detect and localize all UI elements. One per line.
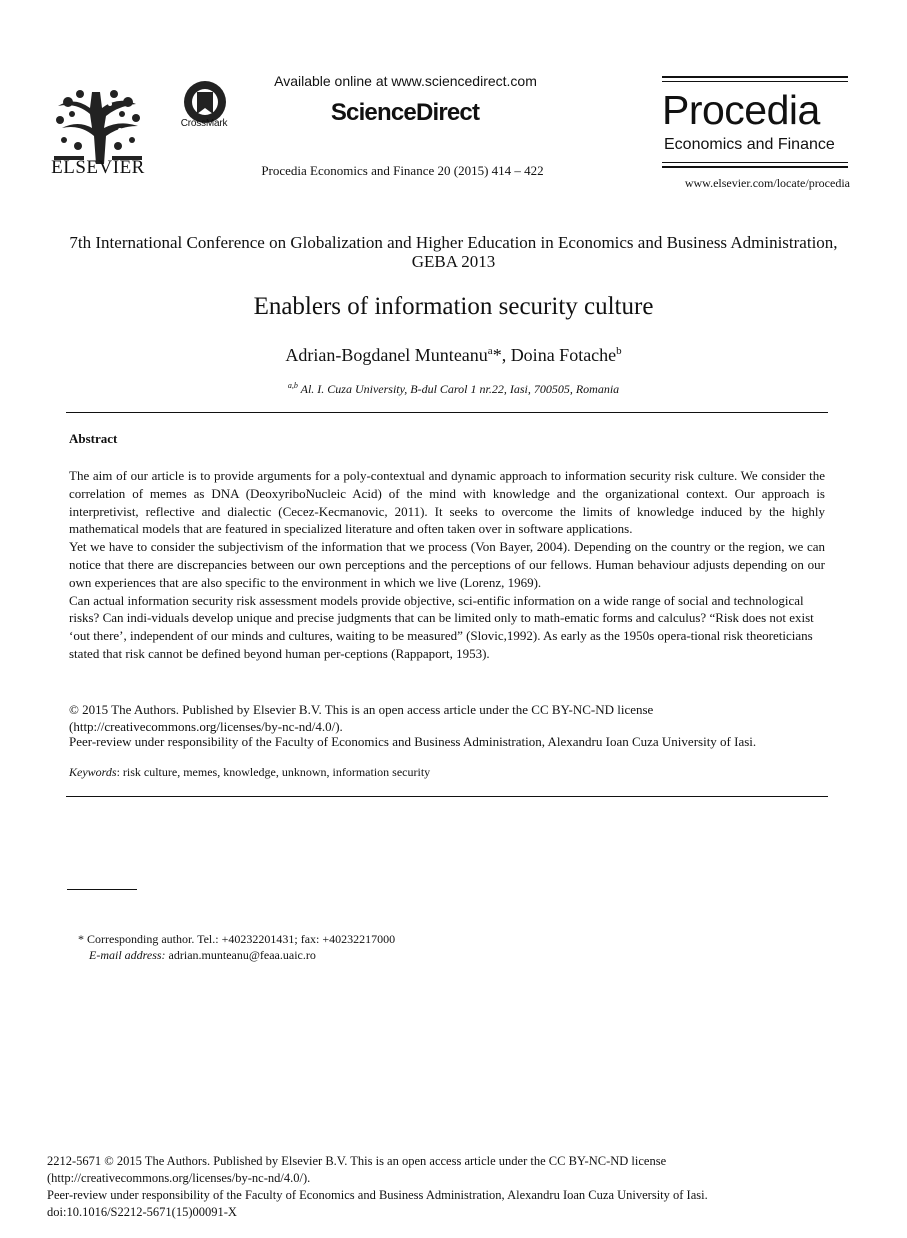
email-note [89,948,316,963]
bottom-license-link[interactable]: (http://creativecommons.org/licenses/by-nc-nd/4.0/). [47,1171,311,1185]
procedia-url[interactable]: www.elsevier.com/locate/procedia [684,176,850,190]
license-link[interactable]: (http://creativecommons.org/licenses/by-nc-nd/4.0/). [69,719,343,734]
bottom-doi[interactable]: doi:10.1016/S2212-5671(15)00091-X [47,1205,237,1219]
affiliation-marks: a,b [287,381,298,390]
corresponding-author-note: * Corresponding author. Tel.: +40232201431; fax: +40232217000 [78,932,396,946]
procedia-rule-bottom-1 [662,162,848,163]
footnote-rule [67,889,137,890]
affiliation [60,381,847,397]
author-1: Adrian-Bogdanel Munteanu [285,345,488,365]
procedia-rule-top-1 [662,76,848,78]
bottom-peer-review: Peer-review under responsibility of the Faculty of Economics and Business Administration, Alexandru Ioan Cuza University of Iasi. [47,1188,708,1202]
abstract-body [69,467,825,663]
author-1-affiliation: a [487,345,493,357]
available-online-text: Available online at www.sciencedirect.com [274,73,537,89]
license-line-1: © 2015 The Authors. Published by Elsevier B.V. This is an open access article under the CC BY-NC-ND license [69,702,654,717]
keywords-list: : risk culture, memes, knowledge, unknown, information security [116,765,431,779]
email-label: E-mail address: [89,948,166,962]
author-2-affiliation: b [616,345,622,357]
abstract-heading: Abstract [69,431,118,446]
paper-title: Enablers of information security culture [253,293,654,320]
author-2: Doina Fotache [510,345,617,365]
procedia-title: Procedia [662,87,820,133]
abstract-bottom-rule [66,796,828,797]
crossmark-label: CrossMark [180,118,228,129]
corresponding-mark: *, [492,345,511,365]
abstract-paragraph-2: Yet we have to consider the subjectivism of the information that we process (Von Bayer, 2004). Depending on the country or the region, we can notice that there are discrepancies between our own perceptions and the perceptions of our fellows. Human behaviour adjusts depending on our own experiences that are also specific to the environment in which we live (Lorenz, 1969). [69,539,825,590]
email-address[interactable]: adrian.munteanu@feaa.uaic.ro [165,948,316,962]
bottom-copyright-block [47,1153,827,1221]
affiliation-text: Al. I. Cuza University, B-dul Carol 1 nr.22, Iasi, 700505, Romania [297,382,620,396]
journal-reference: Procedia Economics and Finance 20 (2015) 414 – 422 [261,163,544,178]
procedia-rule-bottom-2 [662,166,848,168]
keywords [69,765,829,780]
abstract-paragraph-1: The aim of our article is to provide arguments for a poly-contextual and dynamic approach to information security risk culture. We consider the correlation of memes as DNA (DeoxyriboNucleic Acid) of the mind with knowledge and the organizational context. Our approach is interpretivist, reflective and dialectic (Cecez-Kecmanovic, 2011). It seeks to overcome the limits of knowledge induced by the highly mathematical models that are featured in specialized literature and often taken over in software applications. [69,468,825,537]
elsevier-wordmark: ELSEVIER [51,157,145,178]
conference-name: 7th International Conference on Globalization and Higher Education in Economics and Business Administration, GEBA 2013 [69,233,838,271]
author-list [60,345,847,366]
procedia-subtitle: Economics and Finance [664,136,835,153]
keywords-label: Keywords [69,765,117,779]
procedia-rule-top-2 [662,81,848,82]
bottom-issn-copyright: 2212-5671 © 2015 The Authors. Published by Elsevier B.V. This is an open access article under the CC BY-NC-ND license [47,1154,667,1168]
peer-review-statement: Peer-review under responsibility of the Faculty of Economics and Business Administration, Alexandru Ioan Cuza University of Iasi. [69,734,757,749]
abstract-paragraph-3: Can actual information security risk assessment models provide objective, sci-entific information on a wide range of social and technological risks? Can indi-viduals develop unique and precise judgments that can be limited only to math-ematic forms and calculus? “Risk does not exist ‘out there’, independent of our minds and cultures, waiting to be measured” (Slovic,1992). As early as the 1950s opera-tional risk theoreticians stated that risk cannot be defined beyond human per-ceptions (Rappaport, 1953). [69,592,814,661]
abstract-top-rule [66,412,828,413]
license-statement [69,701,829,735]
sciencedirect-logo[interactable]: ScienceDirect [330,99,480,126]
